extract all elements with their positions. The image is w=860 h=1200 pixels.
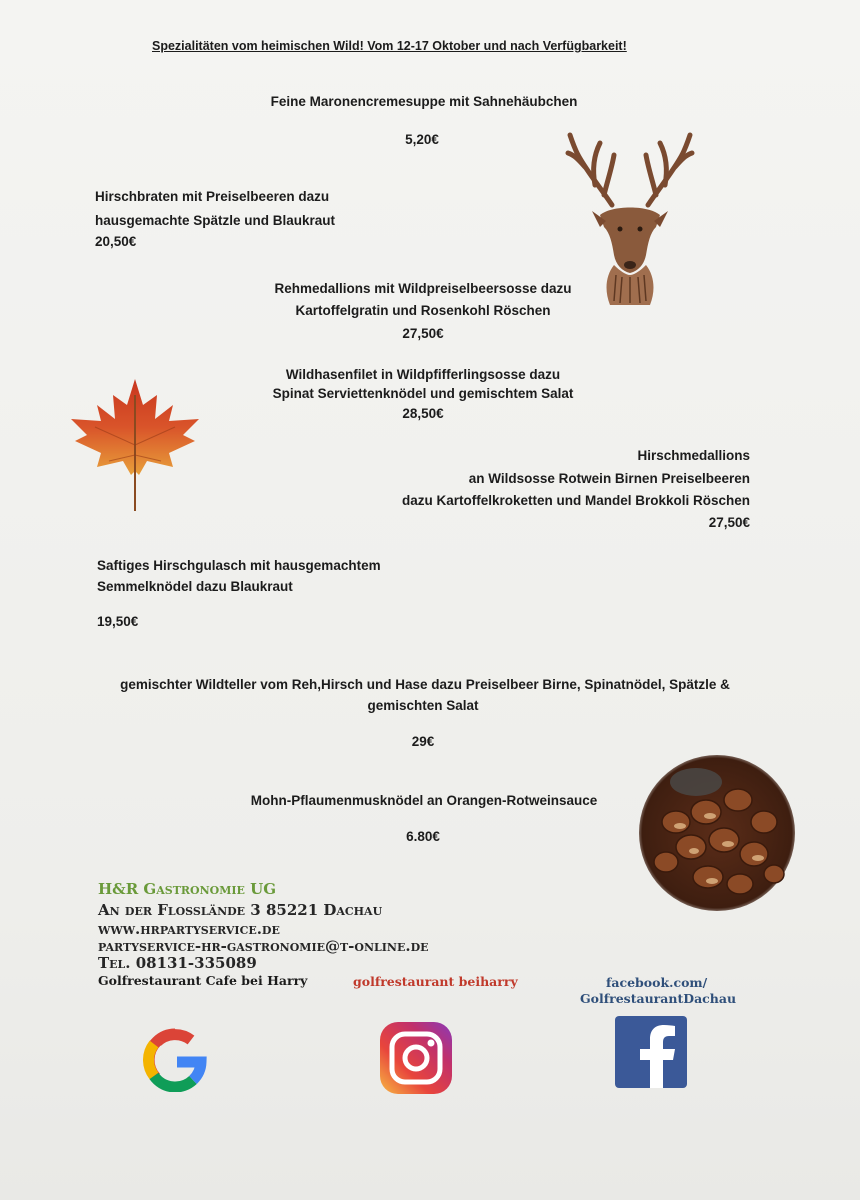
menu-item-3-line-1: Rehmedallions mit Wildpreiselbeersosse dazu (274, 281, 572, 296)
menu-item-3-price: 27,50€ (402, 326, 444, 341)
menu-item-8-name: Mohn-Pflaumenmusknödel an Orangen-Rotweinsauce (250, 793, 598, 808)
menu-item-2-line-2: hausgemachte Spätzle und Blaukraut (95, 213, 336, 228)
menu-item-8-price: 6.80€ (406, 829, 440, 844)
menu-item-6-line-1: Saftiges Hirschgulasch mit hausgemachtem (97, 558, 381, 573)
website-link[interactable]: www.hrpartyservice.de (98, 920, 280, 938)
facebook-url-line-1: facebook.com/ (606, 975, 708, 990)
menu-item-4-line-1: Wildhasenfilet in Wildpfifferlingsosse dazu (285, 367, 561, 382)
menu-item-6-line-2: Semmelknödel dazu Blaukraut (97, 579, 293, 594)
menu-item-3-line-2: Kartoffelgratin und Rosenkohl Röschen (295, 303, 551, 318)
stag-head-icon (560, 125, 700, 310)
menu-item-1-price: 5,20€ (405, 132, 439, 147)
menu-item-5-line-1: Hirschmedallions (637, 448, 750, 463)
menu-item-7-line-2: gemischten Salat (367, 698, 479, 713)
instagram-handle: golfrestaurant beiharry (353, 974, 518, 989)
menu-heading: Spezialitäten vom heimischen Wild! Vom 12-17 Oktober und nach Verfügbarkeit! (152, 39, 627, 53)
menu-item-6-price: 19,50€ (97, 614, 139, 629)
menu-item-5-price: 27,50€ (708, 515, 750, 530)
company-name: H&R Gastronomie UG (98, 880, 277, 898)
email-link[interactable]: partyservice-hr-gastronomie@t-online.de (98, 937, 429, 955)
instagram-icon[interactable] (378, 1020, 454, 1096)
menu-item-5-line-3: dazu Kartoffelkroketten und Mandel Brokkoli Röschen (401, 493, 750, 508)
google-business-name: Golfrestaurant Cafe bei Harry (98, 973, 308, 988)
facebook-url-line-2: GolfrestaurantDachau (580, 991, 737, 1006)
phone-number: Tel. 08131-335089 (98, 954, 257, 972)
menu-item-2-price: 20,50€ (95, 234, 137, 249)
menu-item-4-price: 28,50€ (402, 406, 444, 421)
company-address: An der Flosslände 3 85221 Dachau (98, 901, 383, 919)
menu-item-5-line-2: an Wildsosse Rotwein Birnen Preiselbeeren (468, 471, 750, 486)
facebook-icon[interactable] (615, 1016, 687, 1088)
menu-item-1-name: Feine Maronencremesuppe mit Sahnehäubchen (270, 94, 578, 109)
menu-item-7-price: 29€ (411, 734, 435, 749)
menu-item-4-line-2: Spinat Serviettenknödel und gemischtem Salat (272, 386, 574, 401)
menu-item-2-line-1: Hirschbraten mit Preiselbeeren dazu (95, 189, 330, 204)
maple-leaf-icon (65, 375, 205, 515)
google-icon[interactable] (143, 1028, 207, 1092)
menu-item-7-line-1: gemischter Wildteller vom Reh,Hirsch und Hase dazu Preiselbeer Birne, Spinatnödel, Spätzle & (120, 677, 730, 692)
chestnuts-image (636, 752, 798, 914)
